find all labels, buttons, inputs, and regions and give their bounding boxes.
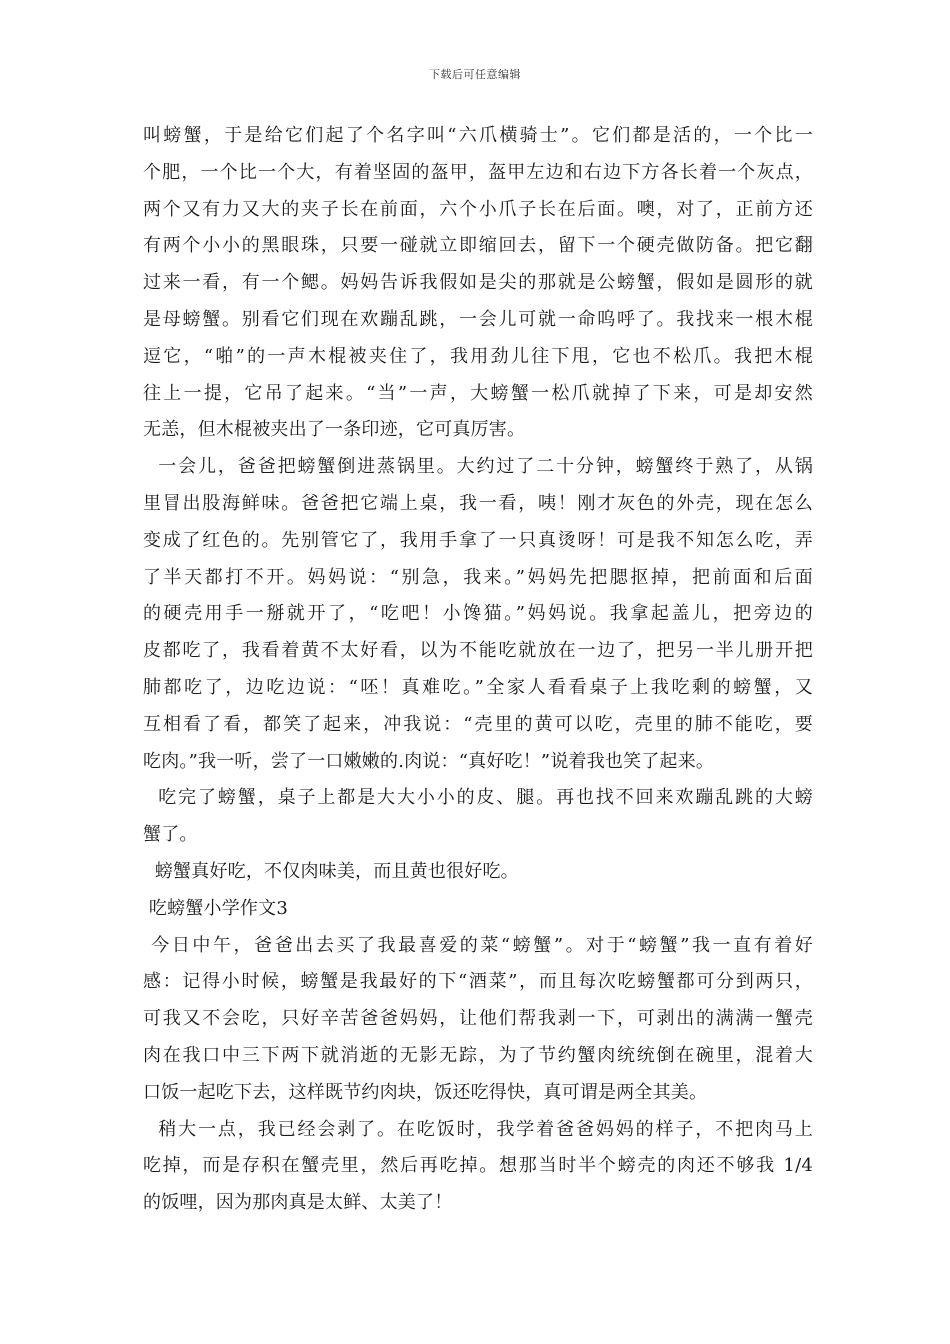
text-line: 里冒出股海鲜味。爸爸把它端上桌，我一看，咦！刚才灰色的外壳，现在怎么 — [143, 492, 813, 514]
text-line: 互相看了看，都笑了起来，冲我说：“壳里的黄可以吃，壳里的肺不能吃，要 — [143, 713, 813, 735]
text-line: 逗它，“啪”的一声木棍被夹住了，我用劲儿往下甩，它也不松爪。我把木棍 — [143, 345, 813, 367]
text-line: 了半天都打不开。妈妈说：“别急，我来。”妈妈先把腮抠掉，把前面和后面 — [143, 566, 813, 588]
text-line: 过来一看，有一个鳃。妈妈告诉我假如是尖的那就是公螃蟹，假如是圆形的就 — [143, 272, 813, 294]
text-line: 口饭一起吃下去，这样既节约肉块，饭还吃得快，真可谓是两全其美。 — [143, 1081, 708, 1103]
page-header: 下载后可任意编辑 — [429, 68, 521, 81]
text-line: 是母螃蟹。别看它们现在欢蹦乱跳，一会儿可就一命呜呼了。我找来一根木棍 — [143, 308, 813, 330]
text-line: 蟹了。 — [143, 824, 198, 846]
text-line: 的硬壳用手一掰就开了，“吃吧！小馋猫。”妈妈说。我拿起盖儿，把旁边的 — [143, 603, 813, 625]
text-line: 今日中午，爸爸出去买了我最喜爱的菜“螃蟹”。对于“螃蟹”我一直有着好 — [143, 934, 813, 956]
document-body — [143, 118, 813, 1222]
text-line: 吃螃蟹小学作文3 — [143, 897, 288, 919]
text-line: 往上一提，它吊了起来。“当”一声，大螃蟹一松爪就掉了下来，可是却安然 — [143, 382, 813, 404]
text-line: 可我又不会吃，只好辛苦爸爸妈妈，让他们帮我剥一下，可剥出的满满一蟹壳 — [143, 1008, 813, 1030]
text-line: 吃掉，而是存积在蟹壳里，然后再吃掉。想那当时半个螃壳的肉还不够我 1/4 — [143, 1155, 813, 1177]
text-line: 个肥，一个比一个大，有着坚固的盔甲，盔甲左边和右边下方各长着一个灰点， — [143, 161, 813, 183]
text-line: 肺都吃了，边吃边说：“呸！真难吃。”全家人看看桌子上我吃剩的螃蟹，又 — [143, 676, 813, 698]
text-line: 感：记得小时候，螃蟹是我最好的下“酒菜”，而且每次吃螃蟹都可分到两只， — [143, 971, 813, 993]
text-line: 皮都吃了，我看着黄不太好看，以为不能吃就放在一边了，把另一半儿册开把 — [143, 640, 813, 662]
text-line: 两个又有力又大的夹子长在前面，六个小爪子长在后面。噢，对了，正前方还 — [143, 198, 813, 220]
text-line: 有两个小小的黑眼珠，只要一碰就立即缩回去，留下一个硬壳做防备。把它翻 — [143, 235, 813, 257]
text-line: 叫螃蟹，于是给它们起了个名字叫“六爪横骑士”。它们都是活的，一个比一 — [143, 125, 813, 146]
text-line: 无恙，但木棍被夹出了一条印迹，它可真厉害。 — [143, 419, 526, 441]
text-line: 稍大一点，我已经会剥了。在吃饭时，我学着爸爸妈妈的样子，不把肉马上 — [143, 1118, 813, 1140]
text-line: 吃肉。”我一听，尝了一口嫩嫩的.肉说：“真好吃！”说着我也笑了起来。 — [143, 750, 715, 772]
text-line: 肉在我口中三下两下就消逝的无影无踪，为了节约蟹肉统统倒在碗里，混着大 — [143, 1044, 813, 1066]
text-line: 一会儿，爸爸把螃蟹倒进蒸锅里。大约过了二十分钟，螃蟹终于熟了，从锅 — [143, 456, 813, 478]
text-line: 吃完了螃蟹，桌子上都是大大小小的皮、腿。再也找不回来欢蹦乱跳的大螃 — [143, 787, 813, 809]
text-line: 螃蟹真好吃，不仅肉味美，而且黄也很好吃。 — [143, 860, 519, 882]
text-line: 的饭哩，因为那肉真是太鲜、太美了！ — [143, 1192, 453, 1214]
text-line: 变成了红色的。先别管它了，我用手拿了一只真烫呀！可是我不知怎么吃，弄 — [143, 529, 813, 551]
